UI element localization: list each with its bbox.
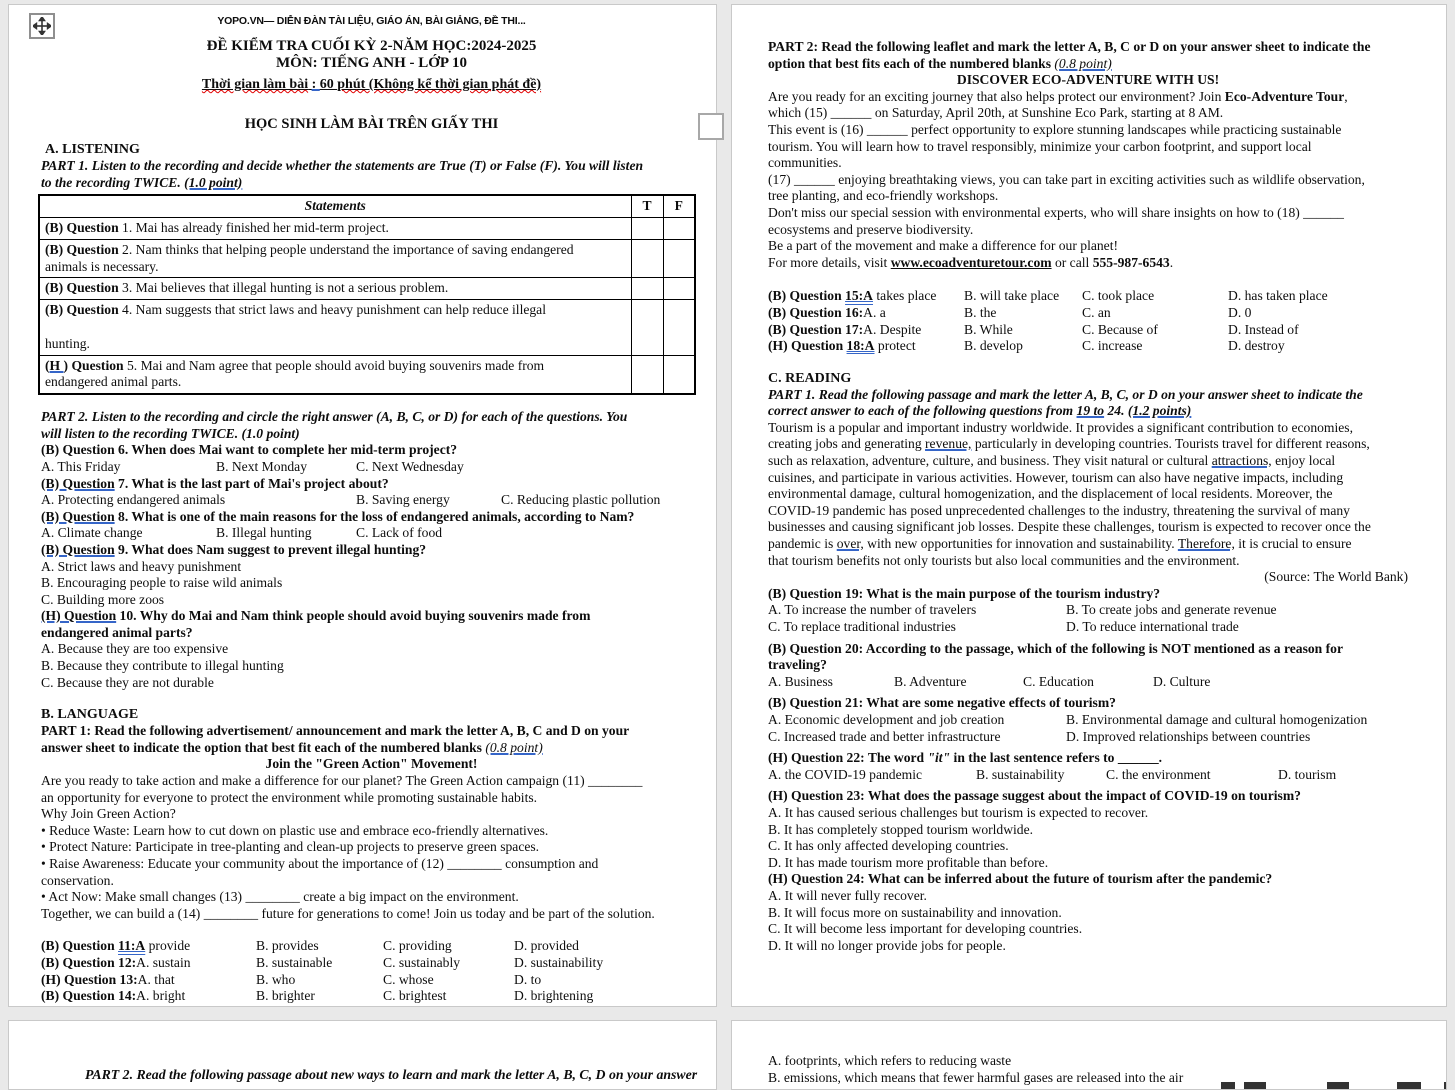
- option: C. It has only affected developing countries.: [768, 838, 1009, 854]
- option: D. Instead of: [1228, 321, 1299, 337]
- option: C. whose: [383, 971, 434, 987]
- question-16: (B) Question 16:A. a: [768, 304, 886, 320]
- option: A. Strict laws and heavy punishment: [41, 558, 242, 574]
- empty-checkbox[interactable]: [698, 113, 724, 140]
- table-row: [39, 300, 695, 355]
- statement-4: (B) Question 4. Nam suggests that strict laws and heavy punishment can help reduce illegal hunting.: [39, 300, 631, 355]
- reading-heading: C. READING: [768, 370, 852, 386]
- option: C. an: [1082, 304, 1111, 320]
- option: C. providing: [383, 938, 452, 954]
- leaflet-body: Are you ready for an exciting journey that also helps protect our environment? Join Eco-Adventure Tour, which (15) ______ on Saturday, April 20th, at Sunshine Eco Park, starting at 8 AM. This event is (16) ______ perfect opportunity to explore stunning landscapes while practicing sustainable tourism. You will learn how to travel responsibly, minimize your carbon footprint, and support local communities. (17) ______ enjoying breathtaking views, you can take part in exciting activities such as wildlife observation, tree planting, and eco-friendly workshops. Don't miss our special session with environmental experts, who will share insights on how to (18) ______ ecosystems and preserve biodiversity. Be a part of the movement and make a difference for our planet! For more details, visit www.ecoadventuretour.com or call 555-987-6543.: [768, 88, 1365, 270]
- question-6-options: [41, 459, 702, 476]
- question-23: (H) Question 23: What does the passage suggest about the impact of COVID-19 on tourism?: [768, 788, 1301, 804]
- question-7-options: [41, 492, 702, 509]
- question-18-row: [768, 338, 1408, 355]
- option: B. develop: [964, 338, 1023, 354]
- forum-header: YOPO.VN— DIỄN ĐÀN TÀI LIỆU, GIÁO ÁN, BÀI GIẢNG, ĐỀ THI...: [217, 15, 526, 27]
- option: D. tourism: [1278, 766, 1337, 782]
- option: A. It has caused serious challenges but tourism is expected to recover.: [768, 804, 1149, 820]
- option: D. Improved relationships between countries: [1066, 728, 1311, 744]
- option: B. sustainability: [976, 766, 1065, 782]
- ad-body: Are you ready to take action and make a difference for our planet? The Green Action campaign (11) ________ an opportunity for everyone to protect the environment while promoting sustainable habits. Why Join Green Action? • Reduce Waste: Learn how to cut down on plastic use and embrace eco-friendly alternatives. • Protect Nature: Participate in tree-planting and clean-up projects to preserve green spaces. • Raise Awareness: Educate your community about the importance of (12) ________ consumption and conservation. • Act Now: Make small changes (13) ________ create a big impact on the environment. Together, we can build a (14) ________ future for generations to come! Join us today and be part of the solution.: [41, 773, 655, 921]
- option: A. To increase the number of travelers: [768, 602, 977, 618]
- language-heading: B. LANGUAGE: [41, 707, 139, 723]
- option: A. Protecting endangered animals: [41, 492, 226, 508]
- leaflet-title: DISCOVER ECO-ADVENTURE WITH US!: [956, 72, 1220, 88]
- true-cell-3[interactable]: [631, 278, 663, 300]
- ad-title: Join the "Green Action" Movement!: [265, 756, 478, 772]
- question-11-row: [41, 938, 702, 955]
- statement-2: (B) Question 2. Nam thinks that helping people understand the importance of saving endangered animals is necessary.: [39, 239, 631, 278]
- question-11: (B) Question 11:A provide: [41, 938, 191, 954]
- option: C. increase: [1082, 338, 1143, 354]
- option: C. brightest: [383, 988, 447, 1004]
- option: C. Lack of food: [356, 525, 443, 541]
- option: B. will take place: [964, 288, 1060, 304]
- question-17-row: [768, 322, 1408, 339]
- option: C. the environment: [1106, 766, 1211, 782]
- question-14-row: [41, 988, 702, 1005]
- question-13: (H) Question 13:A. that: [41, 971, 175, 987]
- option: B. To create jobs and generate revenue: [1066, 602, 1277, 618]
- false-cell-1[interactable]: [663, 217, 695, 239]
- question-21: (B) Question 21: What are some negative effects of tourism?: [768, 695, 1116, 711]
- option: B. who: [256, 971, 296, 987]
- option: B. Saving energy: [356, 492, 450, 508]
- false-cell-4[interactable]: [663, 300, 695, 355]
- question-10: (H) Question 10. Why do Mai and Nam think people should avoid buying souvenirs made from endangered animal parts?: [41, 608, 591, 640]
- option: B. It has completely stopped tourism worldwide.: [768, 821, 1034, 837]
- question-16-row: [768, 305, 1408, 322]
- question-9: (B) Question 9. What does Nam suggest to prevent illegal hunting?: [41, 541, 427, 557]
- cut-off-text-fragment: [1397, 1082, 1421, 1089]
- table-row: [39, 355, 695, 394]
- question-19: (B) Question 19: What is the main purpose of the tourism industry?: [768, 585, 1161, 601]
- table-row: [39, 278, 695, 300]
- question-13-row: [41, 972, 702, 989]
- false-cell-5[interactable]: [663, 355, 695, 394]
- true-cell-2[interactable]: [631, 239, 663, 278]
- question-21-options: [768, 712, 1408, 745]
- move-icon: [33, 17, 51, 35]
- option: D. has taken place: [1228, 288, 1328, 304]
- listening-part2-instruction: PART 2. Listen to the recording and circle the right answer (A, B, C, or D) for each of the questions. You will listen to the recording TWICE. (1.0 point): [41, 409, 628, 441]
- object-anchor-handle[interactable]: [29, 13, 55, 39]
- option: D. It will no longer provide jobs for people.: [768, 937, 1006, 953]
- option: C. To replace traditional industries: [768, 619, 956, 634]
- reading-part2-instruction: PART 2. Read the following passage about new ways to learn and mark the letter A, B, C, D on your answer: [85, 1067, 698, 1082]
- option: A. Business: [768, 673, 833, 689]
- option: B. Environmental damage and cultural homogenization: [1066, 711, 1368, 727]
- option: D. sustainability: [514, 954, 604, 970]
- listening-part1-instruction: PART 1. Listen to the recording and decide whether the statements are True (T) or False (F). You will listen to the recording TWICE. (1.0 point): [41, 158, 644, 190]
- option: B. While: [964, 321, 1013, 337]
- option: B. Illegal hunting: [216, 525, 312, 541]
- question-18: (H) Question 18:A protect: [768, 338, 916, 354]
- question-22-options: [768, 767, 1408, 784]
- listening-statements-table: [38, 194, 696, 395]
- false-cell-3[interactable]: [663, 278, 695, 300]
- option: B. It will focus more on sustainability and innovation.: [768, 904, 1062, 920]
- page-1: [8, 4, 717, 1007]
- option: C. sustainably: [383, 954, 461, 970]
- true-cell-1[interactable]: [631, 217, 663, 239]
- reading-part1-instruction: PART 1. Read the following passage and mark the letter A, B, C, or D on your answer sheet to indicate the correct answer to each of the following questions from 19 to 24. (1.2 points): [768, 386, 1363, 419]
- page-2: [731, 4, 1447, 1007]
- option: C. Increased trade and better infrastructure: [768, 728, 1001, 744]
- option: D. To reduce international trade: [1066, 619, 1239, 634]
- question-12: (B) Question 12:A. sustain: [41, 954, 191, 970]
- page-4-partial: [731, 1020, 1447, 1090]
- option: D. It has made tourism more profitable than before.: [768, 854, 1049, 870]
- statement-5: (H ) Question 5. Mai and Nam agree that people should avoid buying souvenirs made from endangered animal parts.: [39, 355, 631, 394]
- passage-source: (Source: The World Bank): [1264, 569, 1408, 585]
- col-false: F: [663, 195, 695, 217]
- statement-3: (B) Question 3. Mai believes that illegal hunting is not a serious problem.: [39, 278, 631, 300]
- option: A. This Friday: [41, 458, 121, 474]
- option: C. It will become less important for developing countries.: [768, 921, 1083, 937]
- question-6: (B) Question 6. When does Mai want to complete her mid-term project?: [41, 442, 458, 458]
- option: D. brightening: [514, 988, 594, 1004]
- subject-title: MÔN: TIẾNG ANH - LỚP 10: [276, 55, 467, 71]
- table-row: [39, 217, 695, 239]
- cut-off-text-fragment: [1444, 1082, 1447, 1089]
- option: A. footprints, which refers to reducing waste: [768, 1053, 1012, 1068]
- cut-off-text-fragment: [1244, 1082, 1266, 1089]
- exam-title: ĐỀ KIỂM TRA CUỐI KỲ 2-NĂM HỌC:2024-2025: [206, 38, 537, 54]
- option: D. 0: [1228, 304, 1252, 320]
- option: B. the: [964, 304, 997, 320]
- question-12-row: [41, 955, 702, 972]
- option: D. Culture: [1153, 673, 1211, 689]
- option: C. Reducing plastic pollution: [501, 492, 661, 508]
- cut-off-text-fragment: [1221, 1082, 1235, 1089]
- option: D. provided: [514, 938, 579, 954]
- option: B. Encouraging people to raise wild animals: [41, 575, 283, 591]
- statement-1: (B) Question 1. Mai has already finished her mid-term project.: [39, 217, 631, 239]
- option: B. brighter: [256, 988, 315, 1004]
- option: C. Because of: [1082, 321, 1158, 337]
- question-14: (B) Question 14:A. bright: [41, 988, 186, 1004]
- question-7: (B) Question 7. What is the last part of Mai's project about?: [41, 475, 389, 491]
- option: B. sustainable: [256, 954, 333, 970]
- question-22: (H) Question 22: The word "it" in the last sentence refers to ______.: [768, 750, 1163, 766]
- option: C. Education: [1023, 673, 1094, 689]
- question-20-options: [768, 674, 1408, 691]
- language-part1-instruction: PART 1: Read the following advertisement/ announcement and mark the letter A, B, C and D on your answer sheet to indicate the option that best fit each of the numbered blanks (0.8 point): [41, 723, 630, 755]
- option: A. Because they are too expensive: [41, 641, 229, 657]
- option: B. emissions, which means that fewer harmful gases are released into the air: [768, 1069, 1184, 1085]
- reading-passage: Tourism is a popular and important industry worldwide. It provides a significant contribution to economies, creating jobs and generating revenue, particularly in developing countries. Tourists travel for different reasons, such as relaxation, adventure, culture, and business. They visit natural or cultural attractions, enjoy local cuisines, and participate in various activities. However, tourism can also have negative impacts, including environmental damage, cultural homogenization, and the displacement of local residents. Moreover, the COVID-19 pandemic has posed unprecedented challenges to the industry, threatening the survival of many businesses and causing significant job losses. Despite these challenges, tourism is expected to recover once the pandemic is over, with new opportunities for innovation and sustainability. Therefore, it is crucial to ensure that tourism benefits not only tourists but also local communities and the environment.: [768, 419, 1371, 568]
- option: B. Adventure: [894, 673, 967, 689]
- option: A. the COVID-19 pandemic: [768, 766, 923, 782]
- option: D. to: [514, 971, 542, 987]
- true-cell-5[interactable]: [631, 355, 663, 394]
- question-19-options: [768, 602, 1408, 635]
- option: A. Climate change: [41, 525, 143, 541]
- question-8: (B) Question 8. What is one of the main reasons for the loss of endangered animals, according to Nam?: [41, 508, 635, 524]
- col-true: T: [631, 195, 663, 217]
- question-24: (H) Question 24: What can be inferred about the future of tourism after the pandemic?: [768, 871, 1273, 887]
- true-cell-4[interactable]: [631, 300, 663, 355]
- question-15-row: [768, 288, 1408, 305]
- language-part2-instruction: PART 2: Read the following leaflet and mark the letter A, B, C or D on your answer sheet to indicate the option that best fits each of the numbered blanks (0.8 point): [768, 39, 1371, 71]
- listening-heading: A. LISTENING: [45, 142, 140, 157]
- option: B. Because they contribute to illegal hunting: [41, 658, 284, 674]
- option: D. destroy: [1228, 338, 1285, 354]
- false-cell-2[interactable]: [663, 239, 695, 278]
- page-3-partial: [8, 1020, 717, 1090]
- cut-off-text-fragment: [1327, 1082, 1349, 1089]
- question-15: (B) Question 15:A takes place: [768, 288, 937, 304]
- exam-note: HỌC SINH LÀM BÀI TRÊN GIẤY THI: [244, 116, 499, 132]
- question-20: (B) Question 20: According to the passage, which of the following is NOT mentioned as a reason for traveling?: [768, 640, 1343, 673]
- option: C. Because they are not durable: [41, 674, 214, 690]
- option: C. Building more zoos: [41, 591, 165, 607]
- option: C. Next Wednesday: [356, 458, 464, 474]
- time-limit-line: Thời gian làm bài : 60 phút (Không kể thời gian phát đề): [201, 77, 542, 92]
- question-8-options: [41, 525, 702, 542]
- option: B. provides: [256, 938, 319, 954]
- question-17: (B) Question 17:A. Despite: [768, 321, 922, 337]
- option: A. It will never fully recover.: [768, 887, 927, 903]
- col-statements: Statements: [39, 195, 631, 217]
- table-header-row: [39, 195, 695, 217]
- option: B. Next Monday: [216, 458, 307, 474]
- option: C. took place: [1082, 288, 1155, 304]
- table-row: [39, 239, 695, 278]
- option: A. Economic development and job creation: [768, 711, 1005, 727]
